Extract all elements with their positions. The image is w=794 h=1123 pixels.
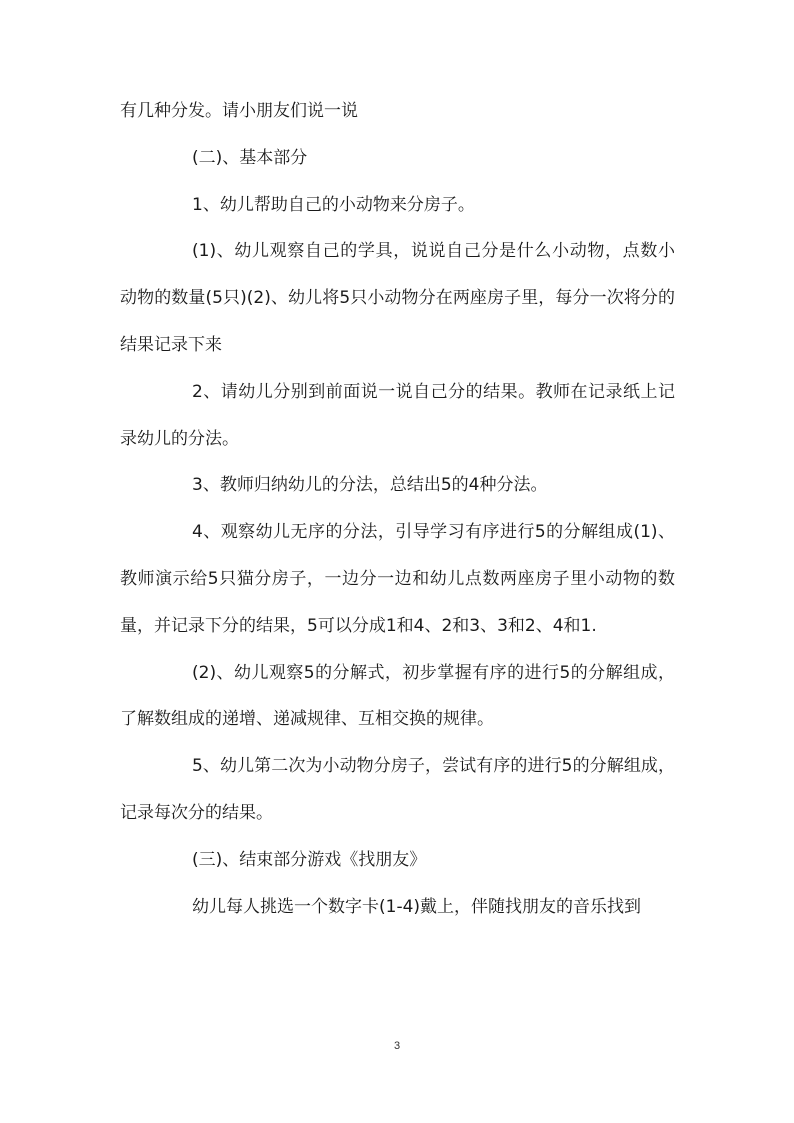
paragraph: 4、观察幼儿无序的分法，引导学习有序进行5的分解组成(1)、教师演示给5只猫分房子，一边分一边和幼儿点数两座房子里小动物的数量，并记录下分的结果，5可以分成1和4、2和3、3和2、4和1.	[120, 522, 675, 636]
paragraph: 3、教师归纳幼儿的分法，总结出5的4种分法。	[192, 475, 548, 496]
paragraph: 有几种分发。请小朋友们说一说	[120, 101, 358, 121]
section-heading-basic: (二)、基本部分	[192, 147, 308, 168]
section-heading-ending: (三)、结束部分游戏《找朋友》	[192, 849, 427, 870]
paragraph: 5、幼儿第二次为小动物分房子，尝试有序的进行5的分解组成，记录每次分的结果。	[120, 756, 675, 823]
paragraph: 2、请幼儿分别到前面说一说自己分的结果。教师在记录纸上记录幼儿的分法。	[120, 381, 675, 449]
paragraph: 幼儿每人挑选一个数字卡(1-4)戴上，伴随找朋友的音乐找到	[192, 896, 642, 917]
page-number: 3	[393, 1040, 401, 1052]
paragraph: 1、幼儿帮助自己的小动物来分房子。	[192, 194, 475, 215]
paragraph: (1)、幼儿观察自己的学具，说说自己分是什么小动物，点数小动物的数量(5只)(2)、幼儿将5只小动物分在两座房子里，每分一次将分的结果记录下来	[120, 241, 675, 355]
paragraph: (2)、幼儿观察5的分解式，初步掌握有序的进行5的分解组成，了解数组成的递增、递减规律、互相交换的规律。	[120, 662, 675, 730]
document-body	[120, 88, 675, 930]
